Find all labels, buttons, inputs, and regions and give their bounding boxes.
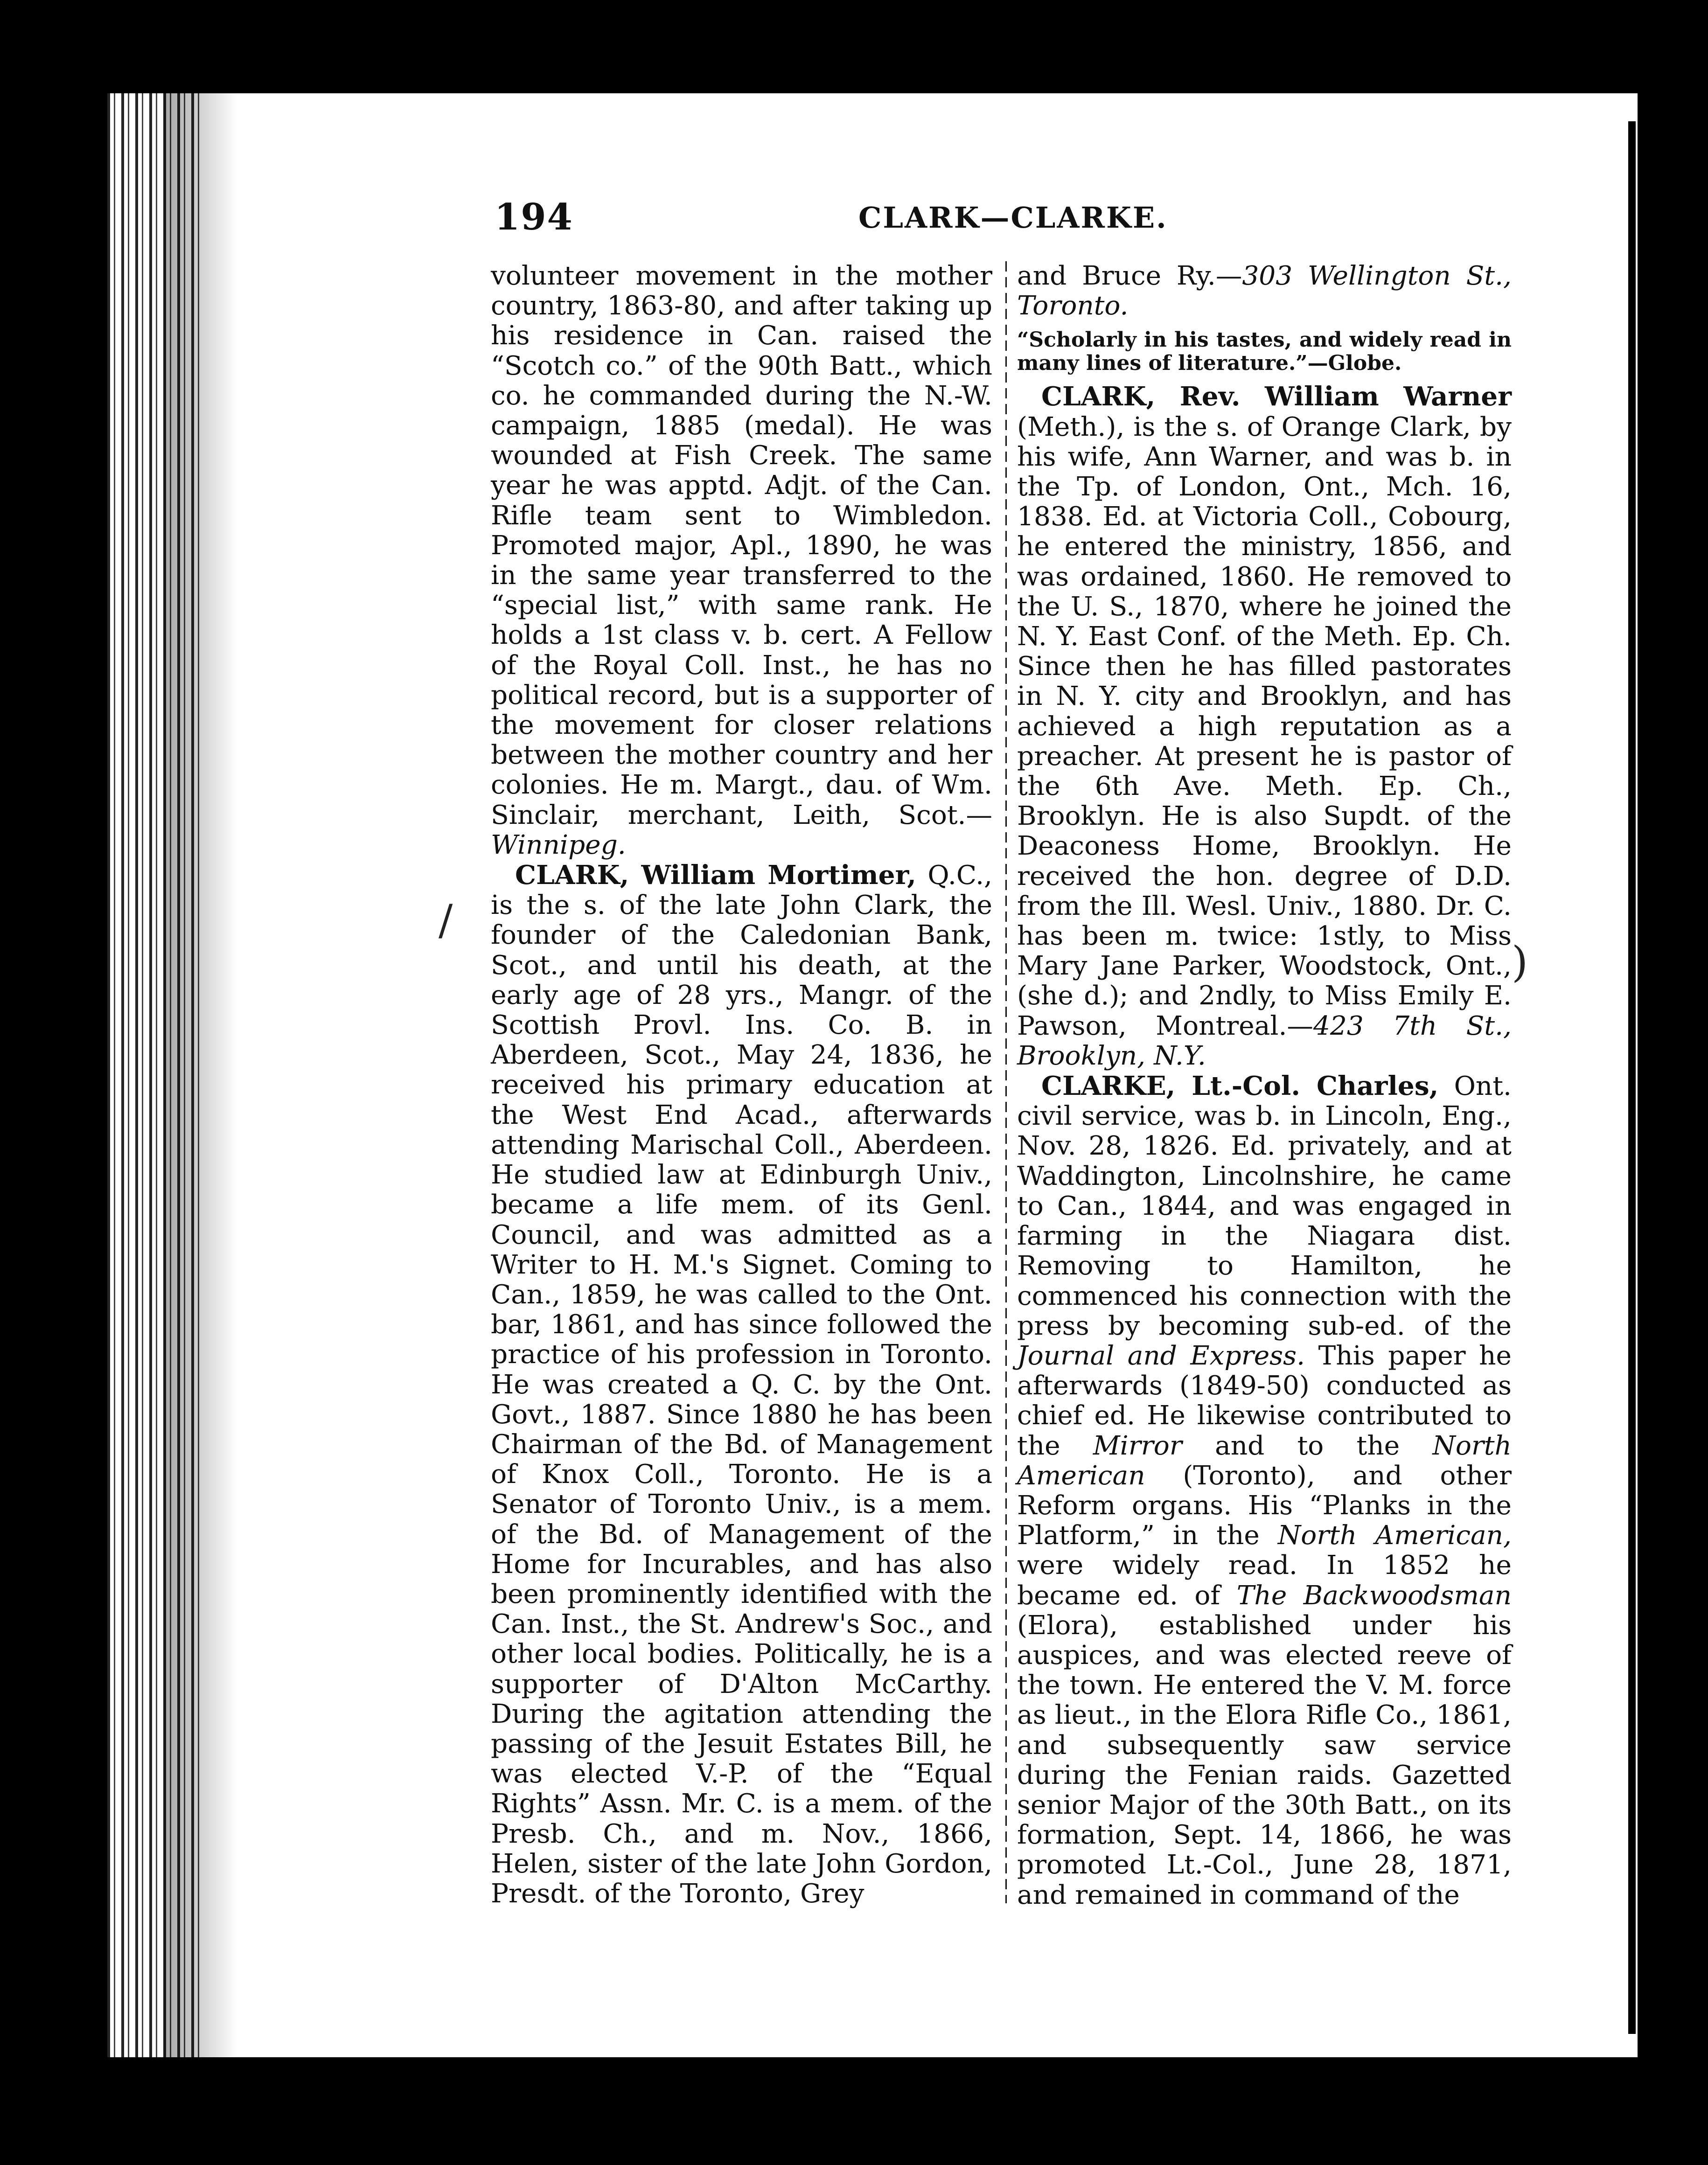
publication-title: The Backwoodsman [1236, 1580, 1512, 1611]
entry-clark-william-warner [1017, 382, 1512, 1071]
entry-clark-william-mortimer [491, 860, 992, 1909]
entry-name: CLARK, Rev. William Warner [1041, 381, 1512, 412]
entry-text: Ont. civil service, was b. in Lincoln, Eng., Nov. 28, 1826. Ed. privately, and at Waddington, Lincolnshire, he came to Can., 1844, and was engaged in farming in the Niagara dist. Removing to Hamilton, he commenced his connection with the press by becoming sub-ed. of the [1017, 1071, 1512, 1341]
publication-title: Mirror [1093, 1430, 1182, 1461]
page-number: 194 [495, 196, 573, 238]
entry-address: Winnipeg. [491, 829, 626, 860]
publication-title: North American [1017, 1430, 1512, 1491]
binding-shadow [163, 93, 238, 2057]
publication-title: Journal and Express. [1017, 1340, 1305, 1371]
entry-address: 303 Wellington St., Toronto. [1017, 261, 1512, 321]
entry-text: This paper he afterwards (1849-50) conducted as chief ed. He likewise contributed to the [1017, 1340, 1512, 1461]
entry-text: were widely read. In 1852 he became ed. of [1017, 1550, 1512, 1611]
entry-text: and to the [1182, 1430, 1433, 1461]
continued-entry [1017, 261, 1512, 321]
entry-text: and Bruce Ry.— [1017, 261, 1242, 291]
entry-name: CLARKE, Lt.-Col. Charles, [1041, 1071, 1439, 1102]
entry-text: Q.C., is the s. of the late John Clark, the founder of the Caledonian Bank, Scot., and until his death, at the early age of 28 yrs., Mangr. of the Scottish Provl. Ins. Co. B. in Aberdeen, Scot., May 24, 1836, he received his primary education at the West End Acad., afterwards attending Marischal Coll., Aberdeen. He studied law at Edinburgh Univ., became a life mem. of its Genl. Council, and was admitted as a Writer to H. M.'s Signet. Coming to Can., 1859, he was called to the Ont. bar, 1861, and has since followed the practice of his profession in Toronto. He was created a Q. C. by the Ont. Govt., 1887. Since 1880 he has been Chairman of the Bd. of Management of Knox Coll., Toronto. He is a Senator of Toronto Univ., is a mem. of the Bd. of Management of the Home for Incurables, and has also been prominently identified with the Can. Inst., the St. Andrew's Soc., and other local bodies. Politically, he is a supporter of D'Alton McCarthy. During the agitation attending the passing of the Jesuit Estates Bill, he was elected V.-P. of the “Equal Rights” Assn. Mr. C. is a mem. of the Presb. Ch., and m. Nov., 1866, Helen, sister of the late John Gordon, Presdt. of the Toronto, Grey [491, 860, 993, 1909]
entry-text: (Elora), established under his auspices, and was elected reeve of the town. He entered the V. M. force as lieut., in the Elora Rifle Co., 1861, and subsequently saw service during the Fenian raids. Gazetted senior Major of the 30th Batt., on its formation, Sept. 14, 1866, he was promoted Lt.-Col., June 28, 1871, and remained in command of the [1017, 1610, 1512, 1910]
page-header [495, 196, 1512, 247]
page-edge-right [1628, 121, 1636, 2034]
running-head: CLARK—CLARKE. [858, 201, 1168, 235]
publication-title: North American, [1277, 1520, 1512, 1551]
left-column [491, 261, 992, 1909]
entry-name: CLARK, William Mortimer, [515, 860, 916, 891]
entry-address: 423 7th St., Brooklyn, N.Y. [1017, 1010, 1512, 1071]
entry-text: volunteer movement in the mother country, 1863-80, and after taking up his residence in Can. raised the “Scotch co.” of the 90th Batt., which co. he commanded during the N.-W. campaign, 1885 (medal). He was wounded at Fish Creek. The same year he was apptd. Adjt. of the Can. Rifle team sent to Wimbledon. Promoted major, Apl., 1890, he was in the same year transferred to the “special list,” with same rank. He holds a 1st class v. b. cert. A Fellow of the Royal Coll. Inst., he has no political record, but is a supporter of the movement for closer relations between the mother country and her colonies. He m. Margt., dau. of Wm. Sinclair, merchant, Leith, Scot.— [491, 261, 992, 830]
entry-text: (Meth.), is the s. of Orange Clark, by his wife, Ann Warner, and was b. in the Tp. of London, Ont., Mch. 16, 1838. Ed. at Victoria Coll., Cobourg, he entered the ministry, 1856, and was ordained, 1860. He removed to the U. S., 1870, where he joined the N. Y. East Conf. of the Meth. Ep. Ch. Since then he has filled pastorates in N. Y. city and Brooklyn, and has achieved a high reputation as a preacher. At present he is pastor of the 6th Ave. Meth. Ep. Ch., Brooklyn. He is also Supdt. of the Deaconess Home, Brooklyn. He received the hon. degree of D.D. from the Ill. Wesl. Univ., 1880. Dr. C. has been m. twice: 1stly, to Miss Mary Jane Parker, Woodstock, Ont., (she d.); and 2ndly, to Miss Emily E. Pawson, Montreal.— [1017, 411, 1512, 1041]
entry-clarke-charles [1017, 1071, 1512, 1910]
continued-entry [491, 261, 992, 860]
press-quote: “Scholarly in his tastes, and widely read in many lines of literature.”—Globe. [1017, 328, 1512, 376]
column-rule [1005, 261, 1007, 1903]
pencil-margin-mark: / [439, 896, 453, 945]
margin-parenthesis: ) [1512, 938, 1528, 987]
entry-text: (Toronto), and other Reform organs. His “Planks in the Platform,” in the [1017, 1460, 1512, 1551]
right-column [1017, 261, 1512, 1910]
